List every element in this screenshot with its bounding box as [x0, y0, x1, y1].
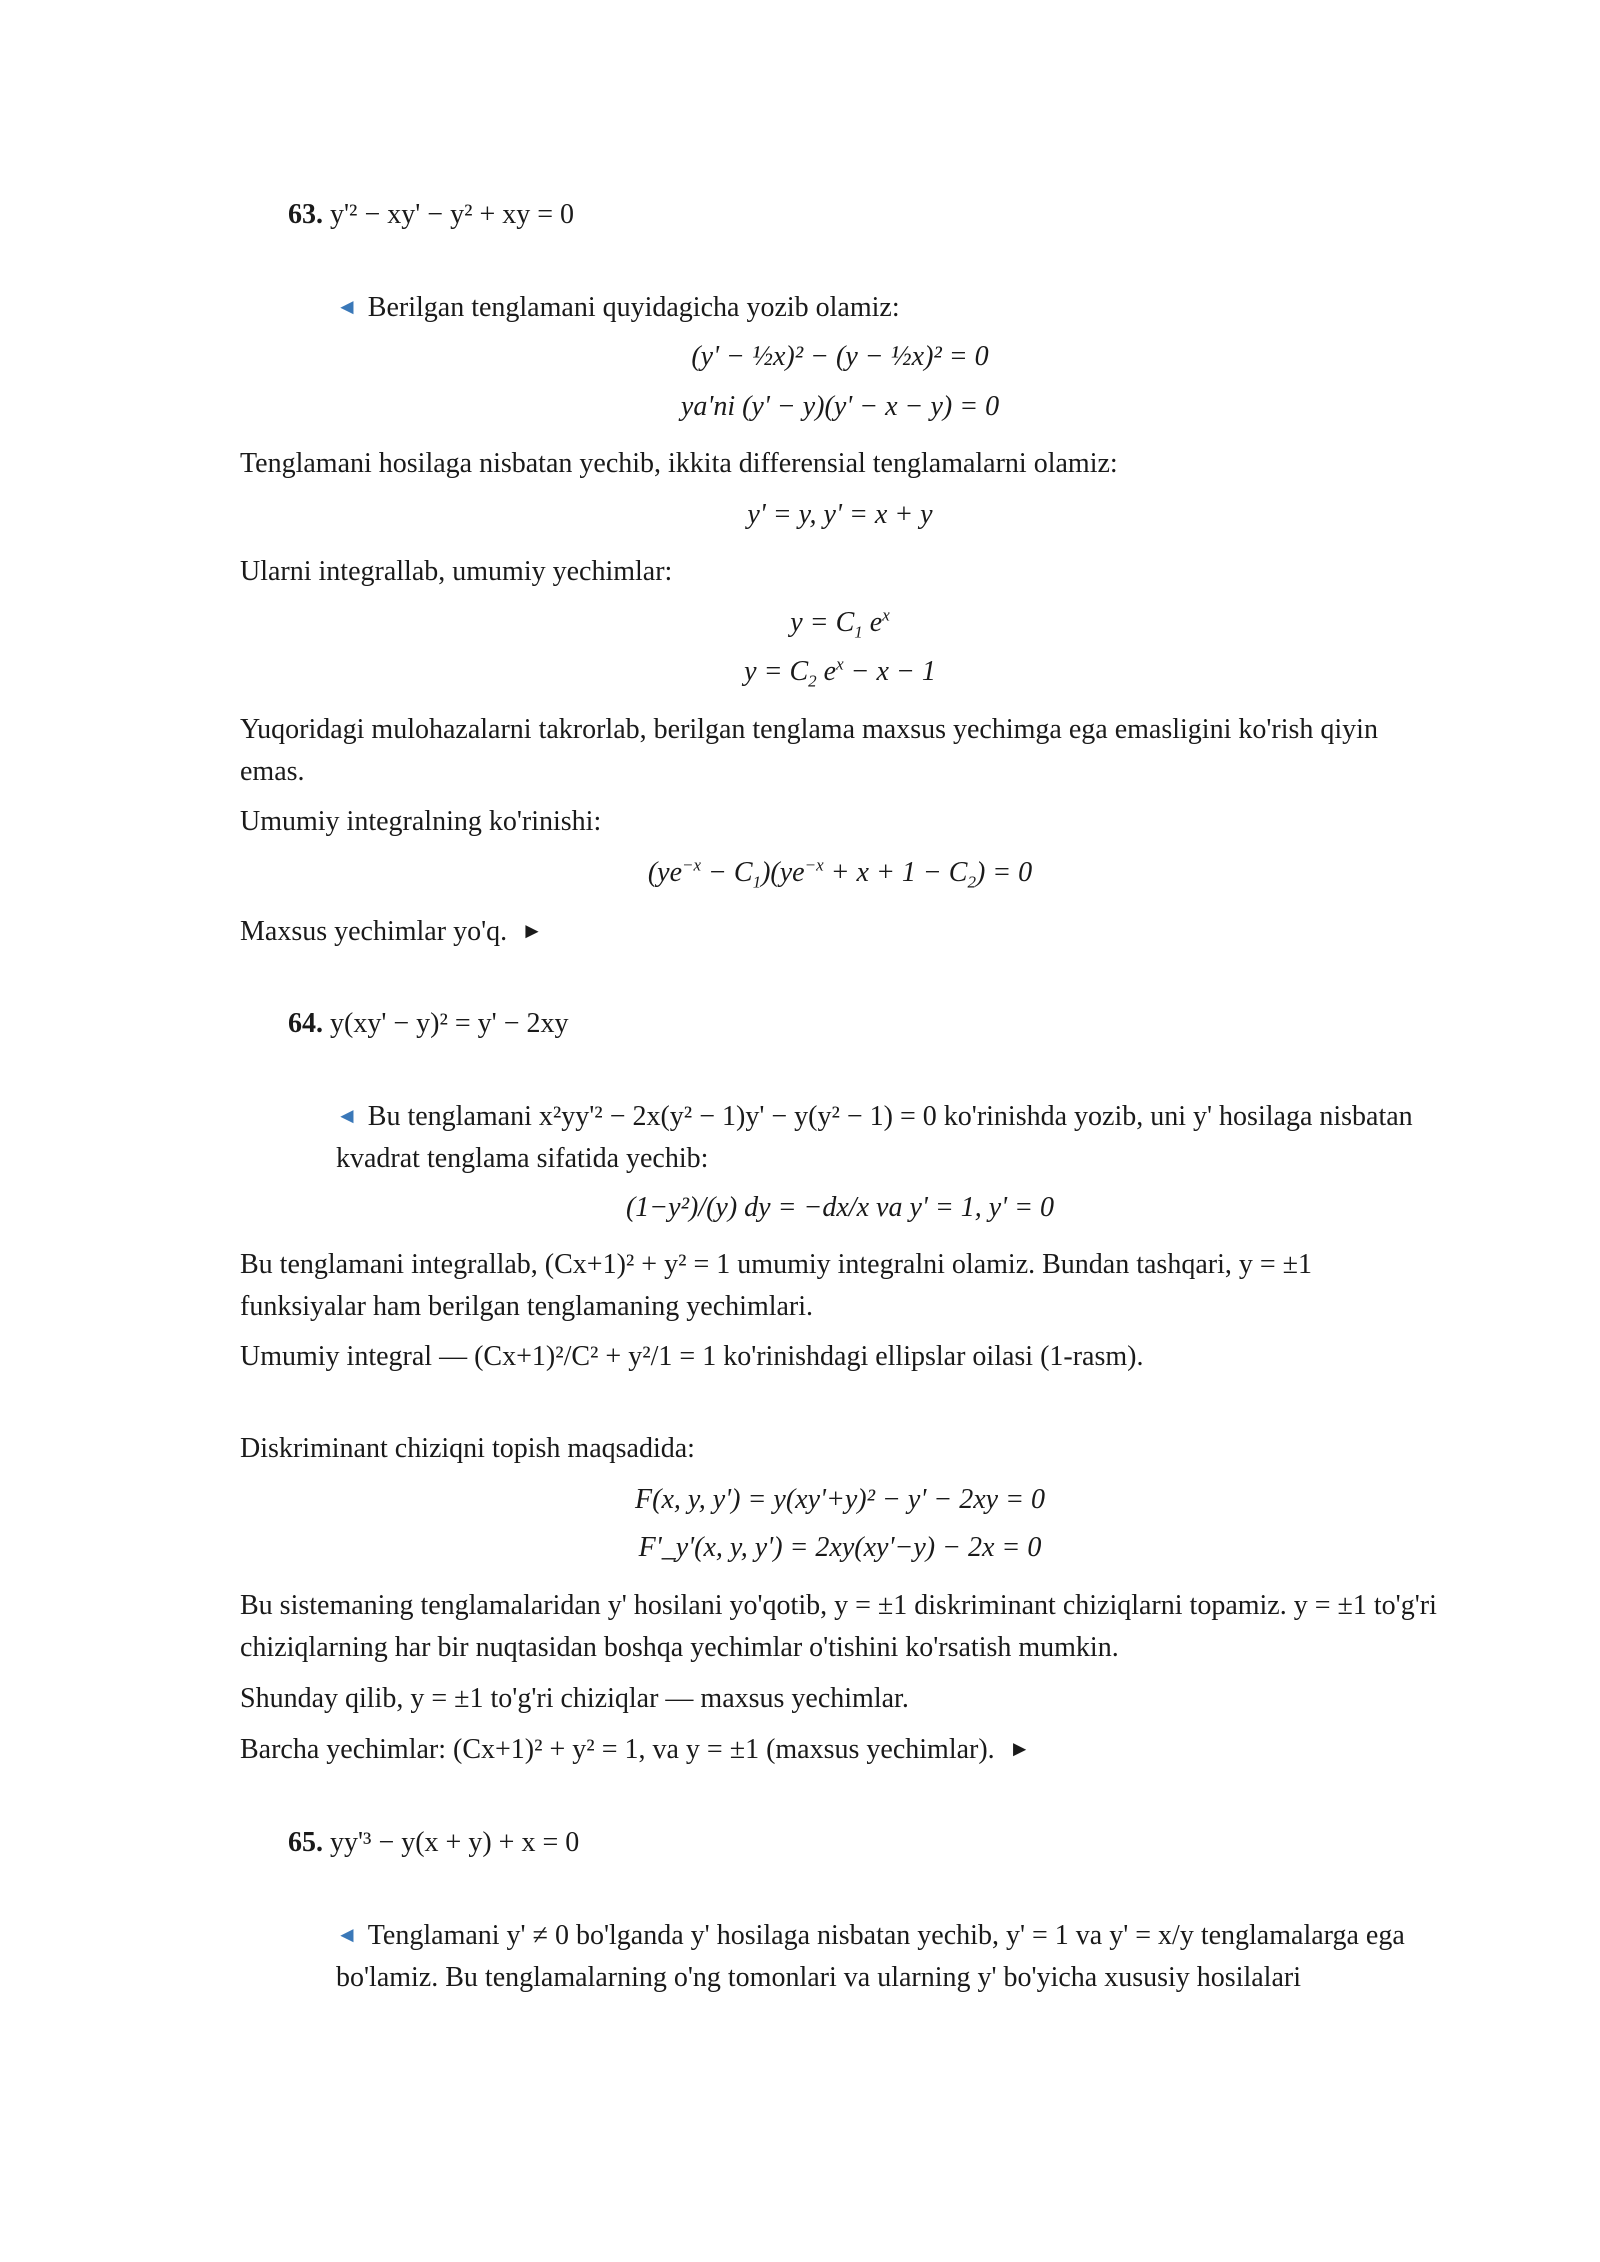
paragraph: Bu tenglamani integrallab, (Cx+1)² + y² = 1 umumiy integralni olamiz. Bundan tashqari, y = ±1 funksiyalar ham berilgan tenglamaning yechimlari.: [240, 1249, 1313, 1322]
problem-equation: yy'³ − y(x + y) + x = 0: [330, 1827, 580, 1858]
paragraph: Shunday qilib, y = ±1 to'g'ri chiziqlar — maxsus yechimlar.: [240, 1683, 909, 1714]
formula-part: e: [816, 656, 837, 687]
formula-part: )(ye: [761, 857, 805, 888]
formula: F'_y'(x, y, y') = 2xy(xy'−y) − 2x = 0: [638, 1532, 1042, 1563]
superscript: −x: [682, 855, 702, 875]
problem-63-heading: [288, 194, 1488, 236]
paragraph: Umumiy integralning ko'rinishi:: [240, 806, 602, 837]
problem-equation: y'² − xy' − y² + xy = 0: [330, 199, 575, 230]
formula-part: y = C: [744, 656, 809, 687]
conclusion-text: Maxsus yechimlar yo'q.: [240, 916, 508, 947]
subscript: 2: [808, 671, 817, 691]
intro-text: Bu tenglamani x²yy'² − 2x(y² − 1)y' − y(y² − 1) = 0 ko'rinishda yozib, uni y' hosilaga nisbatan kvadrat tenglama sifatida yechib:: [336, 1101, 1413, 1174]
solution-intro: [336, 1095, 1436, 1180]
problem-number: 64.: [288, 1008, 323, 1039]
solution-intro: [336, 1914, 1436, 1999]
formula-part: − x − 1: [843, 656, 936, 687]
subscript: 1: [752, 872, 762, 892]
paragraph: Ularni integrallab, umumiy yechimlar:: [240, 556, 673, 587]
solution-start-icon: ◄: [336, 294, 358, 319]
formula-part: y = C: [790, 607, 855, 638]
formula: ya'ni (y' − y)(y' − x − y) = 0: [680, 391, 1000, 422]
paragraph: [240, 1728, 1440, 1771]
formula: y' = y, y' = x + y: [747, 499, 933, 530]
intro-text: Tenglamani y' ≠ 0 bo'lganda y' hosilaga nisbatan yechib, y' = 1 va y' = x/y tenglamalarga ega bo'lamiz. Bu tenglamalarning o'ng tomonlari va ularning y' bo'yicha xususiy hosilalari: [336, 1920, 1405, 1993]
problem-number: 63.: [288, 199, 323, 230]
formula-part: + x + 1 − C: [823, 857, 968, 888]
formula-part: e: [862, 607, 883, 638]
conclusion-text: Barcha yechimlar: (Cx+1)² + y² = 1, va y = ±1 (maxsus yechimlar).: [240, 1734, 995, 1765]
solution-end-icon: ►: [521, 918, 543, 943]
paragraph: Umumiy integral — (Cx+1)²/C² + y²/1 = 1 ko'rinishdagi ellipslar oilasi (1-rasm).: [240, 1341, 1144, 1372]
paragraph: Bu sistemaning tenglamalaridan y' hosilani yo'qotib, y = ±1 diskriminant chiziqlarni topamiz. y = ±1 to'g'ri chiziqlarning har bir nuqtasidan boshqa yechimlar o'tishini ko'rsatish mumkin.: [240, 1590, 1437, 1663]
superscript: x: [882, 605, 890, 625]
formula: (y' − ½x)² − (y − ½x)² = 0: [691, 341, 989, 372]
paragraph: [240, 910, 1440, 953]
paragraph: Yuqoridagi mulohazalarni takrorlab, berilgan tenglama maxsus yechimga ega emasligini ko'rish qiyin emas.: [240, 714, 1378, 787]
superscript: x: [836, 654, 844, 674]
subscript: 2: [967, 872, 976, 892]
solution-start-icon: ◄: [336, 1103, 358, 1128]
formula-part: ) = 0: [975, 857, 1033, 888]
problem-65-heading: [288, 1822, 1488, 1864]
formula: F(x, y, y') = y(xy'+y)² − y' − 2xy = 0: [635, 1484, 1045, 1515]
solution-intro: [336, 286, 1436, 329]
intro-text: Berilgan tenglamani quyidagicha yozib olamiz:: [367, 292, 900, 323]
formula-part: − C: [701, 857, 753, 888]
formula: (1−y²)/(y) dy = −dx/x va y' = 1, y' = 0: [625, 1192, 1055, 1223]
formula: [240, 852, 1440, 894]
problem-equation: y(xy' − y)² = y' − 2xy: [330, 1008, 569, 1039]
superscript: −x: [804, 855, 824, 875]
paragraph: Tenglamani hosilaga nisbatan yechib, ikkita differensial tenglamalarni olamiz:: [240, 448, 1118, 479]
problem-number: 65.: [288, 1827, 323, 1858]
formula-part: (ye: [647, 857, 682, 888]
formula: [240, 651, 1440, 693]
subscript: 1: [854, 622, 863, 642]
formula: [240, 602, 1440, 644]
problem-64-heading: [288, 1003, 1488, 1045]
solution-end-icon: ►: [1008, 1736, 1031, 1761]
paragraph: Diskriminant chiziqni topish maqsadida:: [240, 1433, 695, 1464]
solution-start-icon: ◄: [336, 1922, 358, 1947]
